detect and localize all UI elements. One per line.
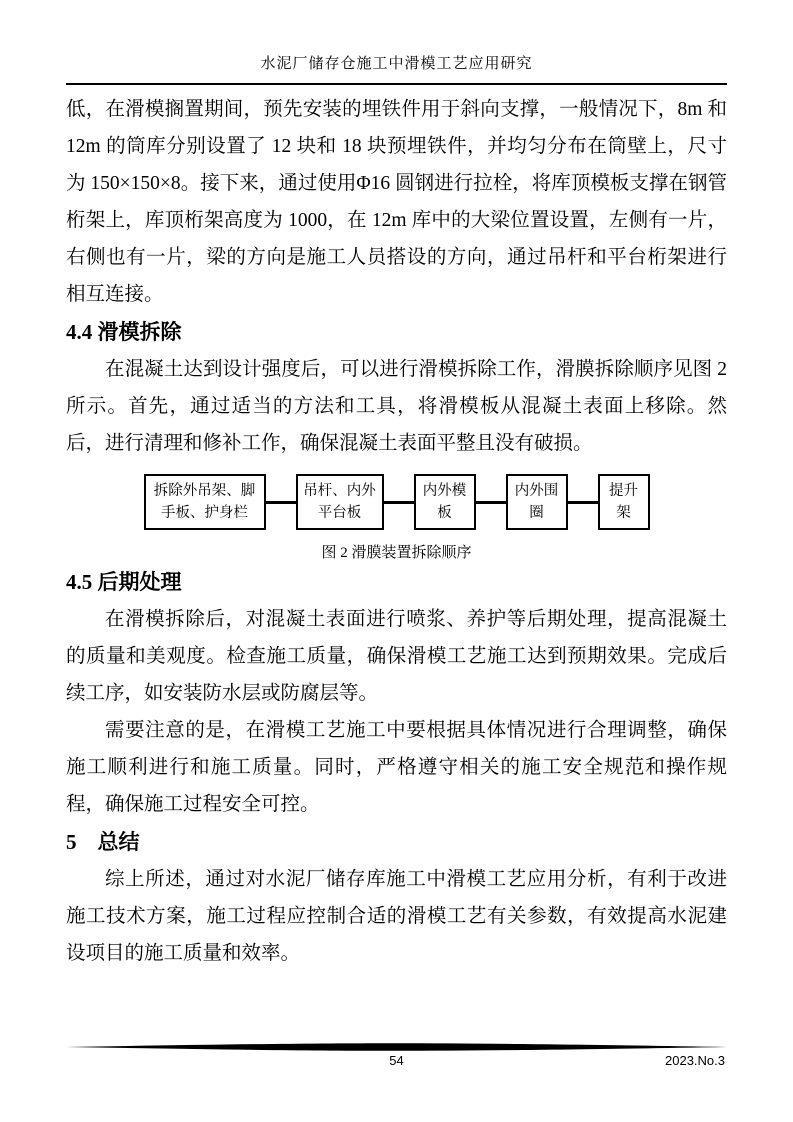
running-head-title: 水泥厂储存仓施工中滑模工艺应用研究	[260, 56, 533, 72]
paragraph-4-5-a: 在滑模拆除后，对混凝土表面进行喷浆、养护等后期处理，提高混凝土的质量和美观度。检查施工质量，确保滑模工艺施工达到预期效果。完成后续工序，如安装防水层或防腐层等。	[66, 609, 727, 704]
flowchart-removal-sequence	[66, 474, 727, 530]
page-footer	[66, 1042, 727, 1069]
paragraph-4-4: 在混凝土达到设计强度后，可以进行滑模拆除工作，滑膜拆除顺序见图 2 所示。首先，通过适当的方法和工具，将滑模板从混凝土表面上移除。然后，进行清理和修补工作，确保混凝土表面平整且没有破损。	[66, 359, 727, 454]
paragraph-continuation: 低，在滑模搁置期间，预先安装的埋铁件用于斜向支撑，一般情况下，8m 和 12m 的筒库分别设置了 12 块和 18 块预埋铁件，并均匀分布在筒壁上，尺寸为 150×150×8。接下来，通过使用Φ16 圆钢进行拉栓，将库顶模板支撑在钢管桁架上，库顶桁架高度为 1000，在 12m 库中的大梁位置设置，左侧有一片，右侧也有一片，梁的方向是施工人员搭设的方向，通过吊杆和平台桁架进行相互连接。	[66, 99, 727, 305]
running-head	[66, 0, 727, 85]
flow-step-2: 吊杆、内外平台板	[296, 474, 384, 530]
section-heading-4-5: 4.5 后期处理	[66, 570, 182, 594]
flow-connector	[266, 501, 296, 504]
flow-step-5: 提升架	[598, 474, 650, 530]
page-content	[66, 91, 727, 972]
flow-step-1: 拆除外吊架、脚手板、护身栏	[144, 474, 266, 530]
flow-connector	[568, 501, 598, 504]
section-heading-5: 5 总结	[66, 830, 140, 854]
flow-connector	[384, 501, 414, 504]
footer-rule	[66, 1042, 727, 1052]
issue-label: 2023.No.3	[665, 1053, 725, 1068]
flow-connector	[476, 501, 506, 504]
page-number: 54	[389, 1053, 404, 1068]
figure-caption: 图 2 滑膜装置拆除顺序	[321, 545, 472, 561]
section-heading-4-4: 4.4 滑模拆除	[66, 320, 182, 344]
flow-step-4: 内外围圈	[506, 474, 568, 530]
paragraph-4-5-b: 需要注意的是，在滑模工艺施工中要根据具体情况进行合理调整，确保施工顺利进行和施工质量。同时，严格遵守相关的施工安全规范和操作规程，确保施工过程安全可控。	[66, 720, 727, 815]
figure-2	[66, 474, 727, 563]
paragraph-5: 综上所述，通过对水泥厂储存库施工中滑模工艺应用分析，有利于改进施工技术方案，施工过程应控制合适的滑模工艺有关参数，有效提高水泥建设项目的施工质量和效率。	[66, 869, 727, 964]
footer-row	[66, 1052, 727, 1069]
flow-step-3: 内外模板	[414, 474, 476, 530]
